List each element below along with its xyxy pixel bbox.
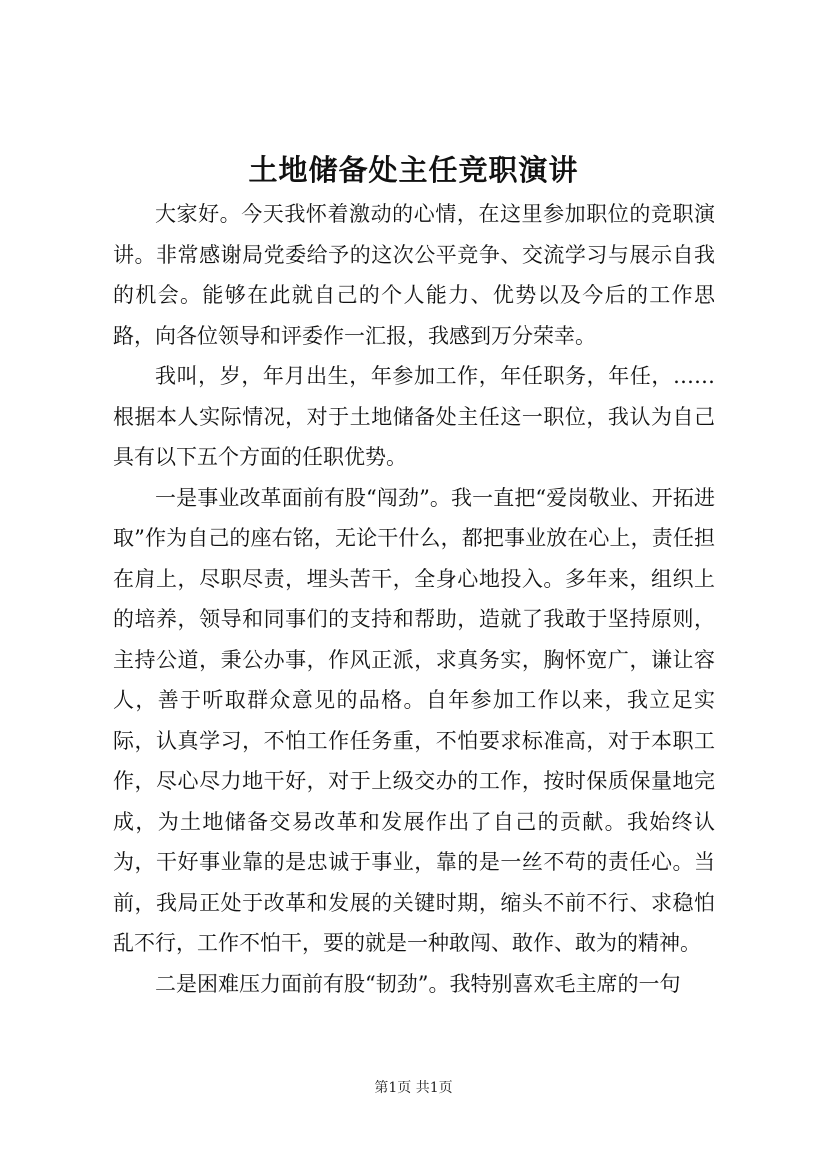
paragraph-introduction: 我叫，岁，年月出生，年参加工作，年任职务，年任，……根据本人实际情况，对于土地储备处主任这一职位，我认为自己具有以下五个方面的任职优势。: [113, 364, 715, 469]
document-title: 土地储备处主任竞职演讲: [248, 153, 579, 187]
document-body: [113, 194, 715, 1004]
paragraph-greeting: 大家好。今天我怀着激动的心情，在这里参加职位的竞职演讲。非常感谢局党委给予的这次公平竞争、交流学习与展示自我的机会。能够在此就自己的个人能力、优势以及今后的工作思路，向各位领导和评委作一汇报，我感到万分荣幸。: [113, 202, 715, 348]
paragraph-advantage-one: 一是事业改革面前有股“闯劲”。我一直把“爱岗敬业、开拓进取”作为自己的座右铭，无论干什么，都把事业放在心上，责任担在肩上，尽职尽责，埋头苦干，全身心地投入。多年来，组织上的培养，领导和同事们的支持和帮助，造就了我敢于坚持原则，主持公道，秉公办事，作风正派，求真务实，胸怀宽广，谦让容人，善于听取群众意见的品格。自年参加工作以来，我立足实际，认真学习，不怕工作任务重，不怕要求标准高，对于本职工作，尽心尽力地干好，对于上级交办的工作，按时保质保量地完成，为土地储备交易改革和发展作出了自己的贡献。我始终认为，干好事业靠的是忠诚于事业，靠的是一丝不苟的责任心。当前，我局正处于改革和发展的关键时期，缩头不前不行、求稳怕乱不行，工作不怕干，要的就是一种敢闯、敢作、敢为的精神。: [113, 485, 715, 955]
page-number-footer: 第1页 共1页: [374, 1080, 453, 1096]
paragraph-advantage-two: 二是困难压力面前有股“韧劲”。我特别喜欢毛主席的一句: [155, 971, 681, 996]
